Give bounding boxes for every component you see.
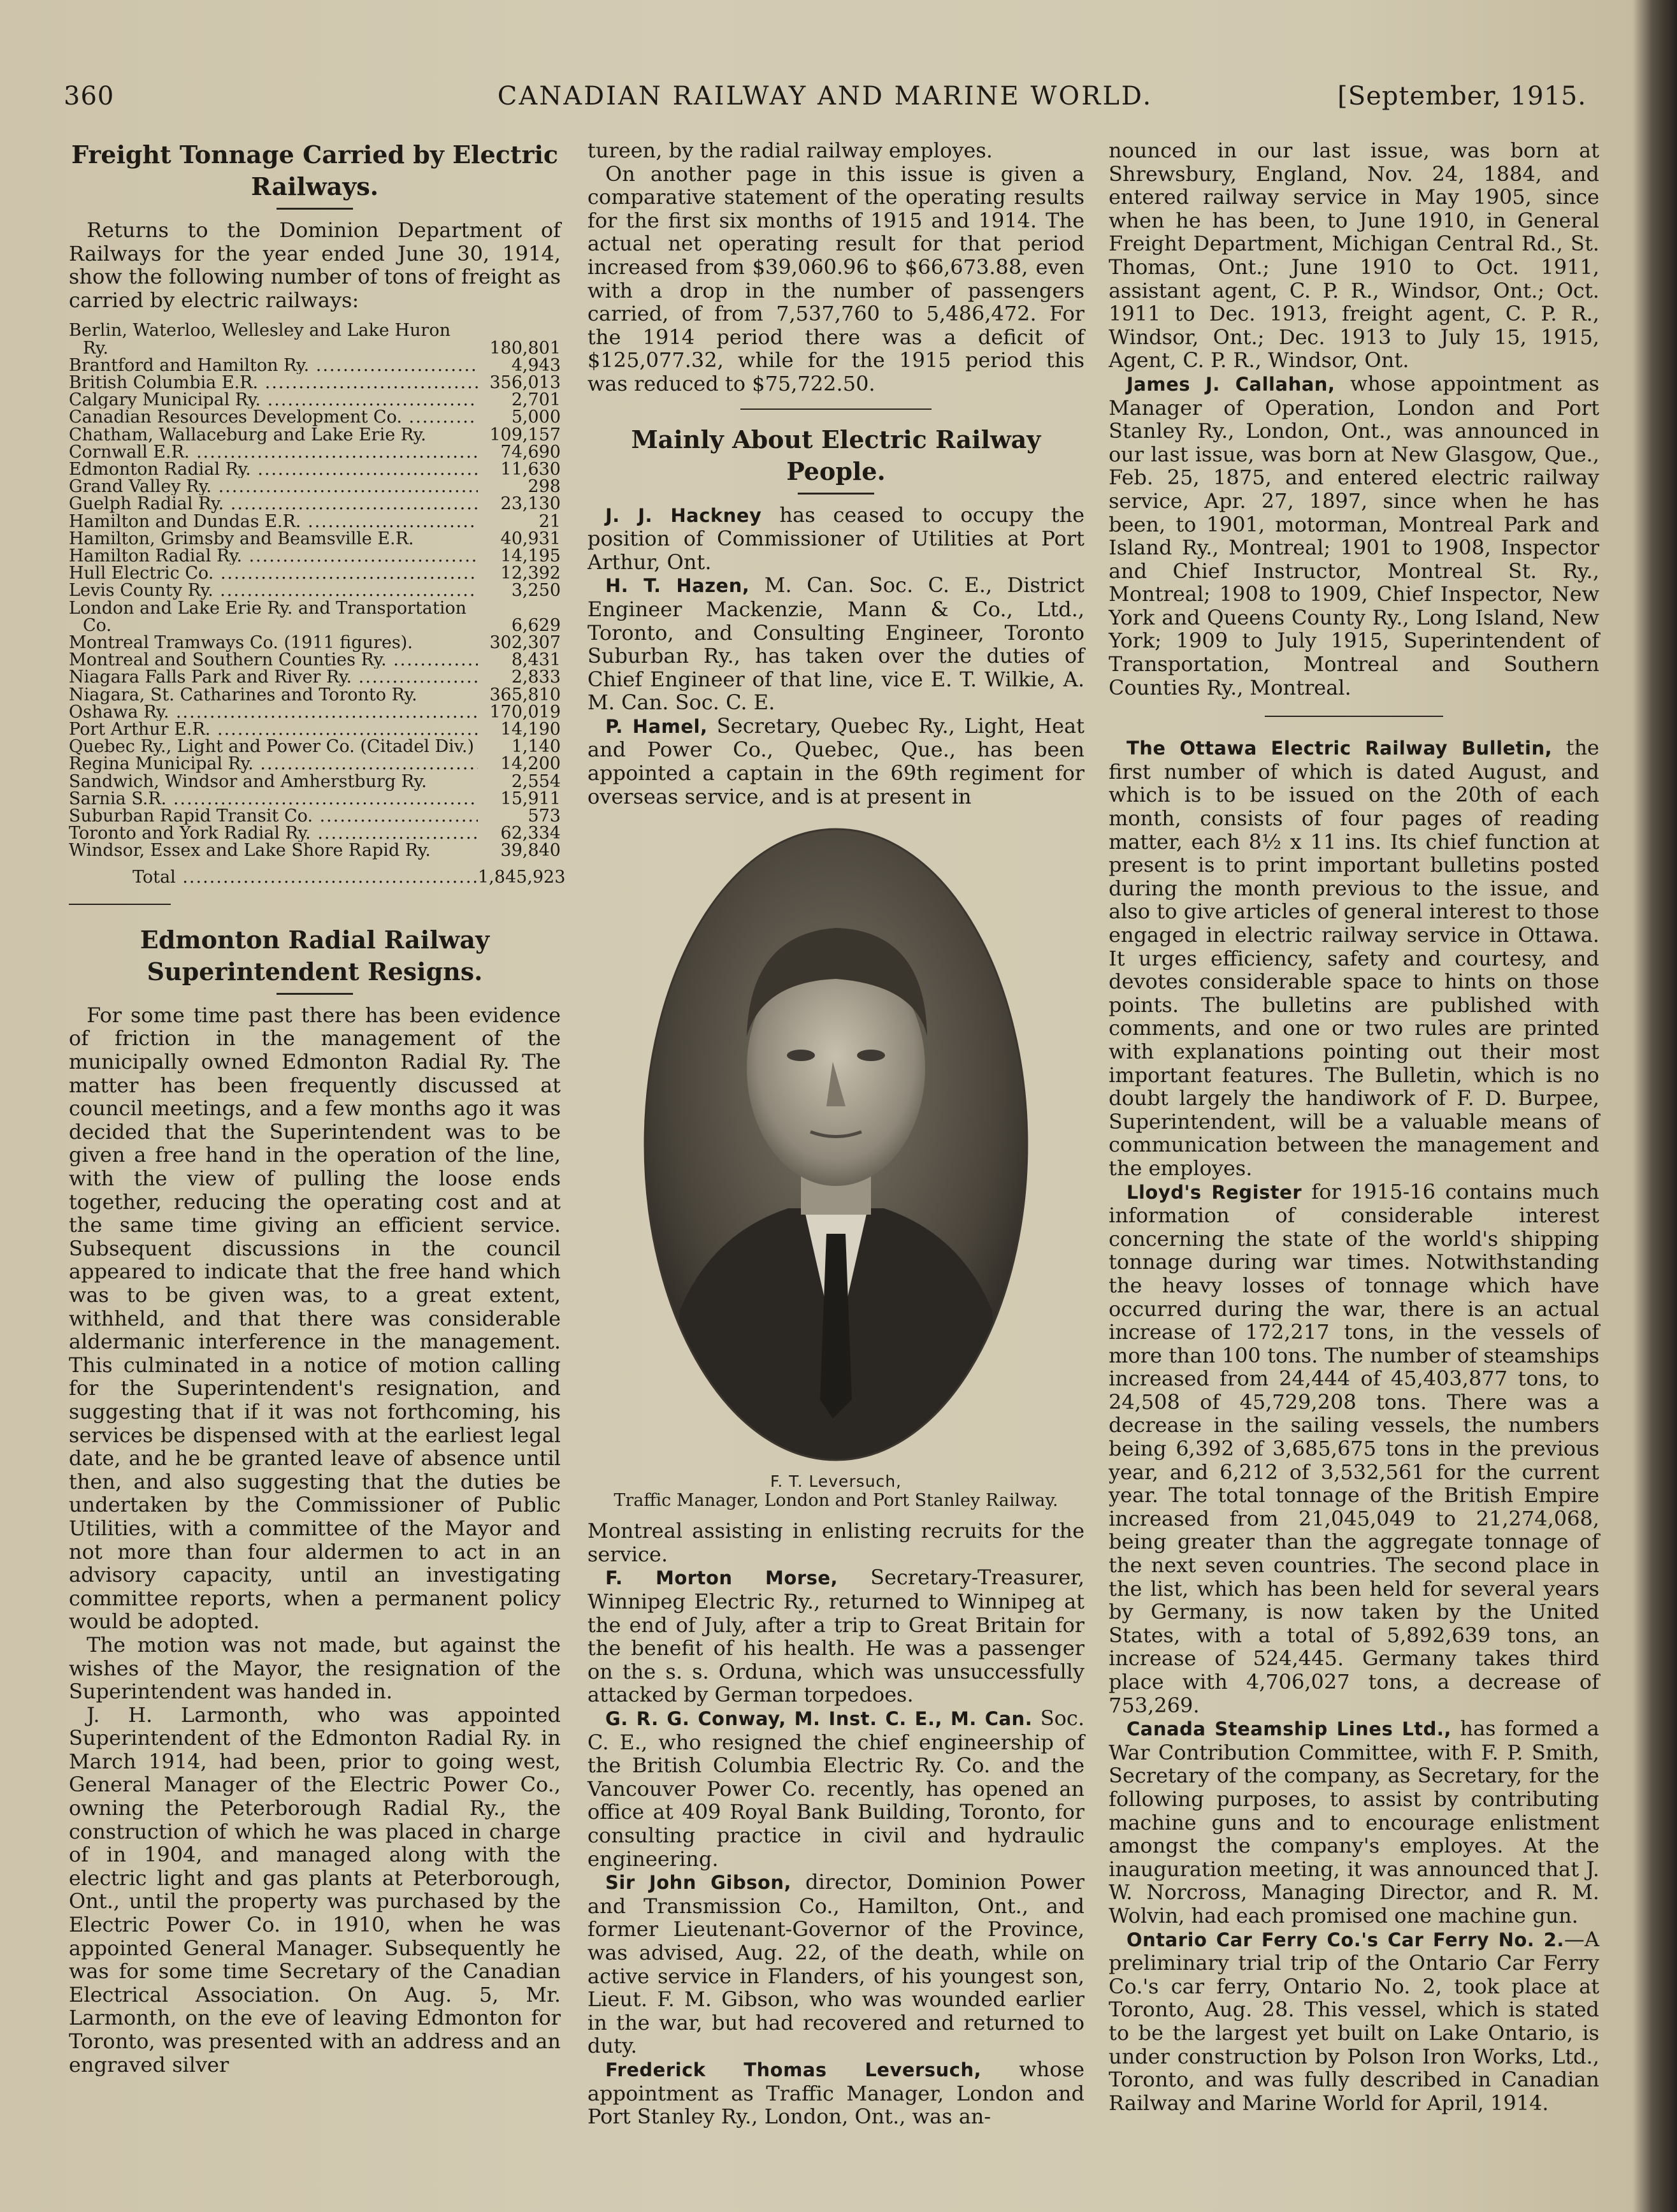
column-middle xyxy=(587,139,1084,2129)
railway-name: Oshawa Ry. ..... xyxy=(69,704,478,721)
table-row xyxy=(69,738,561,755)
people-items-bottom xyxy=(587,1566,1084,2128)
total-value: 1,845,923 xyxy=(478,867,566,887)
railway-name: Niagara, St. Catharines and Toronto Ry. xyxy=(69,684,417,705)
item-text: Soc. C. E., who resigned the chief engineership of the British Columbia Electric Ry. Co. and the Vancouver Power Co. recently, has opened an office at 409 Royal Bank Building, Toronto, for consulting practice in civil and hydraulic engineering. xyxy=(587,1706,1084,1871)
item-text: —A preliminary trial trip of the Ontario Car Ferry Co.'s car ferry, Ontario No. 2, took place at Toronto, Aug. 28. This vessel, which is stated to be the largest yet built on Lake Ontario, is under construction by Polson Iron Works, Ltd., Toronto, and was fully described in Canadian Railway and Marine World for April, 1914. xyxy=(1109,1926,1599,2115)
news-brief xyxy=(1109,736,1599,1180)
edmonton-paragraph-4: On another page in this issue is given a comparative statement of the operating results for the first six months of 1915 and 1914. The actual net operating result for that period increased from $39,060.96 to $66,673.88, even with a drop in the number of passengers carried, of from 7,537,760 to 5,486,472. For the 1914 period there was a deficit of $125,077.32, while for the 1915 period this was reduced to $75,722.50. xyxy=(587,161,1084,396)
railway-name: Niagara Falls Park and River Ry. ..... xyxy=(69,669,478,686)
table-row xyxy=(69,391,561,408)
railway-name: Edmonton Radial Ry. ..... xyxy=(69,461,478,478)
tonnage-value: 298 xyxy=(528,477,561,497)
freight-intro: Returns to the Dominion Department of Railways for the year ended June 30, 1914, show the following number of tons of freight as carried by electric railways: xyxy=(69,218,561,312)
railway-name: Hamilton, Grimsby and Beamsville E.R. xyxy=(69,528,414,549)
item-text: director, Dominion Power and Transmission Co., Hamilton, Ont., and former Lieutenant-Governor of the Province, was advised, Aug. 22, of the death, while on active service in Flanders, of his youngest son, Lieut. F. M. Gibson, who was wounded earlier in the war, but had recovered and returned to duty. xyxy=(587,1870,1084,2058)
railway-name: British Columbia E.R. ..... xyxy=(69,374,478,391)
total-label: Total ..... xyxy=(133,869,478,886)
table-row xyxy=(69,530,561,547)
item-name: P. Hamel, xyxy=(605,715,708,737)
table-row xyxy=(69,357,561,374)
section-rule xyxy=(740,408,932,410)
railway-name: Regina Municipal Ry. ..... xyxy=(69,755,478,772)
railway-name: Berlin, Waterloo, Wellesley and Lake Huron Ry. xyxy=(69,321,450,358)
issue-date: [September, 1915. xyxy=(1337,82,1587,111)
railway-name: Levis County Ry. ..... xyxy=(69,582,478,599)
tonnage-value: 170,019 xyxy=(489,702,561,722)
tonnage-value: 2,701 xyxy=(511,390,561,410)
freight-tonnage-table xyxy=(69,321,566,887)
railway-name: Hull Electric Co. ..... xyxy=(69,565,478,582)
table-row xyxy=(69,651,561,669)
tonnage-value: 109,157 xyxy=(489,424,561,445)
table-row xyxy=(69,374,561,391)
table-row xyxy=(69,461,561,478)
table-row xyxy=(69,478,561,495)
railway-name: Sarnia S.R. ..... xyxy=(69,790,478,807)
item-name: Ontario Car Ferry Co.'s Car Ferry No. 2. xyxy=(1126,1928,1564,1951)
tonnage-value: 11,630 xyxy=(500,459,561,479)
tonnage-value: 6,629 xyxy=(511,615,561,635)
railway-name: Windsor, Essex and Lake Shore Rapid Ry. xyxy=(69,841,431,861)
person-item xyxy=(587,503,1084,574)
table-row xyxy=(69,634,561,651)
person-text: whose appointment as Manager of Operation, London and Port Stanley Ry., London, Ont., was announced in our last issue, was born at New Glasgow, Que., Feb. 25, 1875, and entered electric railway service, Apr. 27, 1897, since when he has been, to 1901, motorman, Montreal Park and Island Ry., Montreal; 1901 to 1908, Inspector and Chief Instructor, Montreal St. Ry., Montreal; 1908 to 1909, Chief Inspector, New York and Queens County Ry., Long Island, New York; 1909 to July 1915, Superintendent of Transportation, Montreal and Southern Counties Ry., Montreal. xyxy=(1109,371,1600,700)
railway-name: Brantford and Hamilton Ry. ..... xyxy=(69,357,478,374)
person-item xyxy=(587,574,1084,714)
tonnage-value: 15,911 xyxy=(500,788,561,809)
edmonton-continuation: tureen, by the radial railway employes. xyxy=(587,138,993,163)
railway-name: Suburban Rapid Transit Co. ..... xyxy=(69,807,478,825)
tonnage-value: 14,195 xyxy=(500,546,561,567)
railway-name: Quebec Ry., Light and Power Co. (Citadel Div.) xyxy=(69,737,474,757)
railway-name: Toronto and York Radial Ry. ..... xyxy=(69,825,478,842)
tonnage-value: 14,200 xyxy=(500,754,561,774)
item-text: the first number of which is dated August, and which is to be issued on the 20th of each month, consists of four pages of reading matter, each 8½ x 11 ins. Its chief function at present is to print important bulletins posted during the month previous to the issue, and also to give articles of general interest to those engaged in electric railway service in Ottawa. It urges efficiency, safety and courtesy, and devotes considerable space to hints on those points. The bulletins are published with comments, and one or two rules are printed with explanations pointing out their most important features. The Bulletin, which is no doubt largely the handiwork of F. D. Burpee, Superintendent, will be a valuable means of communication between the management and the employes. xyxy=(1109,735,1599,1180)
person-item xyxy=(587,714,1084,808)
item-text: Secretary-Treasurer, Winnipeg Electric Ry., returned to Winnipeg at the end of July, after a trip to Great Britain for the benefit of his health. He was a passenger on the s. s. Orduna, which was unsuccessfully attacked by German torpedoes. xyxy=(587,1565,1084,1707)
heading-rule xyxy=(277,208,353,210)
caption-name: F. T. Leversuch, xyxy=(770,1472,902,1491)
table-row xyxy=(69,842,561,859)
tonnage-value: 23,130 xyxy=(500,494,561,514)
table-row xyxy=(69,686,561,704)
railway-name: Hamilton and Dundas E.R. ..... xyxy=(69,513,478,530)
railway-name: Chatham, Wallaceburg and Lake Erie Ry. xyxy=(69,424,426,445)
binding-shadow xyxy=(1632,0,1677,2212)
news-brief xyxy=(1109,1717,1599,1927)
tonnage-value: 180,801 xyxy=(489,338,561,358)
edmonton-paragraph-3: J. H. Larmonth, who was appointed Superintendent of the Edmonton Radial Ry. in March 1914, had been, prior to going west, General Manager of the Electric Power Co., owning the Peterborough Radial Ry., the construction of which he was placed in charge of in 1904, and managed along with the electric light and gas plants at Peterborough, Ont., until the property was purchased by the Electric Power Co. in 1910, when he was appointed General Manager. Subsequently he was for some time Secretary of the Canadian Electrical Association. On Aug. 5, Mr. Larmonth, on the eve of leaving Edmonton for Toronto, was presented with an address and an engraved silver xyxy=(69,1702,561,2077)
tonnage-value: 2,833 xyxy=(511,667,561,688)
table-row xyxy=(69,565,561,582)
news-brief xyxy=(1109,1928,1599,2115)
railway-name: Calgary Municipal Ry. ..... xyxy=(69,391,478,408)
page-number: 360 xyxy=(64,82,115,111)
tonnage-value: 3,250 xyxy=(511,581,561,601)
item-name: Sir John Gibson, xyxy=(605,1872,792,1894)
railway-name: Guelph Radial Ry. ..... xyxy=(69,495,478,512)
table-row xyxy=(69,513,561,530)
item-name: F. Morton Morse, xyxy=(605,1567,838,1589)
section-rule xyxy=(1265,716,1443,717)
person-item xyxy=(587,1707,1084,1870)
news-brief xyxy=(1109,1180,1599,1717)
person-item xyxy=(587,1566,1084,1707)
item-text: for 1915-16 contains much information of considerable interest concerning the state of the world's shipping tonnage during war times. Notwithstanding the heavy losses of tonnage which have occurred during the war, there is an actual increase of 172,217 tons, in the vessels of more than 100 tons. The number of steamships increased from 24,444 of 45,403,877 tons, to 24,508 of 45,729,208 tons. There was a decrease in the sailing vessels, the numbers being 6,392 of 3,685,675 tons in the previous year, and 6,212 of 3,532,561 for the current year. The total tonnage of the British Empire increased from 21,045,049 to 21,274,068, being greater than the aggregate tonnage of the next seven countries. The second place in the list, which has been held for several years by Germany, is now taken by the United States, with a total of 5,892,639 tons, an increase of 524,445. Germany takes third place with 4,706,027 tons, a decrease of 753,269. xyxy=(1109,1179,1599,1717)
table-row xyxy=(69,807,561,825)
table-row xyxy=(69,444,561,461)
railway-name: London and Lake Erie Ry. and Transportation Co. xyxy=(69,598,467,635)
table-row xyxy=(69,426,561,444)
portrait-caption xyxy=(587,1472,1084,1510)
item-text: Secretary, Quebec Ry., Light, Heat and Power Co., Quebec, Que., has been appointed a captain in the 69th regiment for overseas service, and is at present in xyxy=(587,713,1084,809)
railway-name: Montreal Tramways Co. (1911 figures). xyxy=(69,633,413,653)
news-briefs xyxy=(1109,736,1599,2114)
column-left xyxy=(69,139,566,2077)
people-heading: Mainly About Electric Railway People. xyxy=(631,424,1041,486)
person-name: James J. Callahan, xyxy=(1126,373,1335,395)
item-text: has formed a War Contribution Committee, with F. P. Smith, Secretary of the company, as Secretary, for the following purposes, to assist by contributing machine guns and to encourage enlistment amongst the company's employes. At the inauguration meeting, it was announced that J. W. Norcross, Managing Director, and R. M. Wolvin, had each promised one machine gun. xyxy=(1109,1716,1600,1928)
leversuch-continuation: nounced in our last issue, was born at Shrewsbury, England, Nov. 24, 1884, and entered railway service in May 1905, since when he has been, to June 1910, in General Freight Department, Michigan Central Rd., St. Thomas, Ont.; June 1910 to Oct. 1911, assistant agent, C. P. R., Windsor, Ont.; Oct. 1911 to Dec. 1913, freight agent, C. P. R., Windsor, Ont.; Dec. 1913 to July 15, 1915, Agent, C. P. R., Windsor, Ont. xyxy=(1109,138,1599,373)
tonnage-value: 5,000 xyxy=(511,407,561,428)
tonnage-value: 74,690 xyxy=(500,442,561,462)
tonnage-value: 39,840 xyxy=(500,841,561,861)
publication-title: CANADIAN RAILWAY AND MARINE WORLD. xyxy=(497,82,1153,111)
item-name: G. R. G. Conway, M. Inst. C. E., M. Can. xyxy=(605,1708,1033,1730)
railway-name: Canadian Resources Development Co. ..... xyxy=(69,408,478,426)
column-right xyxy=(1109,139,1599,2114)
callahan-item xyxy=(1109,372,1599,699)
tonnage-value: 573 xyxy=(528,806,561,827)
portrait-photo xyxy=(642,826,1030,1463)
person-item xyxy=(587,1870,1084,2058)
heading-rule xyxy=(277,993,353,995)
table-row xyxy=(69,495,561,512)
item-name: Canada Steamship Lines Ltd., xyxy=(1126,1718,1451,1740)
tonnage-value: 302,307 xyxy=(489,633,561,653)
table-row xyxy=(69,755,561,772)
tonnage-value: 21 xyxy=(538,511,561,531)
railway-name: Port Arthur E.R. ..... xyxy=(69,721,478,738)
tonnage-value: 365,810 xyxy=(489,684,561,705)
table-row xyxy=(69,825,561,842)
railway-name: Grand Valley Ry. ..... xyxy=(69,478,478,495)
item-name: Frederick Thomas Leversuch, xyxy=(605,2058,982,2081)
railway-name: Hamilton Radial Ry. ..... xyxy=(69,547,478,565)
hamel-continuation: Montreal assisting in enlisting recruits for the service. xyxy=(587,1519,1084,1566)
edmonton-paragraph-1: For some time past there has been evidence of friction in the management of the municipally owned Edmonton Radial Ry. The matter has been frequently discussed at council meetings, and a few months ago it was decided that the Superintendent was to be given a free hand in the operation of the line, with the view of pulling the loose ends together, reducing the operating cost and at the same time giving an efficient service. Subsequent discussions in the council appeared to indicate that the free hand which was to be given was, to a great extent, withheld, and that there was considerable aldermanic interference in the management. This culminated in a notice of motion calling for the Superintendent's resignation, and suggesting that if it was not forthcoming, his services be dispensed with at the earliest legal date, and he be granted leave of absence until then, and also suggesting that the duties be undertaken by the Commissioner of Public Utilities, with a committee of the Mayor and not more than four aldermen to act in an advisory capacity, until an investigating committee reports, when a permanent policy would be adopted. xyxy=(69,1002,561,1634)
edmonton-paragraph-2: The motion was not made, but against the wishes of the Mayor, the resignation of the Superintendent was handed in. xyxy=(69,1632,561,1704)
tonnage-value: 14,190 xyxy=(500,719,561,740)
section-rule xyxy=(69,904,171,905)
table-row xyxy=(69,721,561,738)
item-name: The Ottawa Electric Railway Bulletin, xyxy=(1126,737,1553,760)
table-row xyxy=(69,600,561,634)
table-row xyxy=(69,773,561,790)
tonnage-value: 4,943 xyxy=(511,355,561,375)
item-text: M. Can. Soc. C. E., District Engineer Mackenzie, Mann & Co., Ltd., Toronto, and Consulting Engineer, Toronto Suburban Ry., has taken over the duties of Chief Engineer of that line, vice E. T. Wilkie, A. M. Can. Soc. C. E. xyxy=(587,573,1084,715)
freight-heading: Freight Tonnage Carried by Electric Railways. xyxy=(71,140,559,201)
table-row xyxy=(69,408,561,426)
page-header xyxy=(64,82,1587,120)
tonnage-value: 1,140 xyxy=(511,737,561,757)
tonnage-value: 12,392 xyxy=(500,563,561,584)
caption-role: Traffic Manager, London and Port Stanley Railway. xyxy=(614,1491,1058,1511)
item-name: H. T. Hazen, xyxy=(605,575,750,597)
portrait-figure xyxy=(587,826,1084,1463)
table-total-row xyxy=(69,867,566,887)
people-items-top xyxy=(587,503,1084,809)
railway-name: Cornwall E.R. ..... xyxy=(69,444,478,461)
railway-name: Montreal and Southern Counties Ry. ..... xyxy=(69,651,478,669)
item-name: Lloyd's Register xyxy=(1126,1181,1302,1203)
table-row xyxy=(69,582,561,599)
edmonton-heading: Edmonton Radial Railway Superintendent Resigns. xyxy=(140,925,490,986)
item-name: J. J. Hackney xyxy=(605,504,762,526)
item-text: has ceased to occupy the position of Commissioner of Utilities at Port Arthur, Ont. xyxy=(587,502,1085,574)
item-text: whose appointment as Traffic Manager, London and Port Stanley Ry., London, Ont., was an- xyxy=(587,2057,1085,2129)
table-row xyxy=(69,322,561,356)
railway-name: Sandwich, Windsor and Amherstburg Ry. xyxy=(69,771,427,792)
table-row xyxy=(69,704,561,721)
table-row xyxy=(69,547,561,565)
heading-rule xyxy=(798,493,874,495)
tonnage-value: 2,554 xyxy=(511,771,561,792)
tonnage-value: 40,931 xyxy=(500,528,561,549)
table-row xyxy=(69,669,561,686)
tonnage-value: 8,431 xyxy=(511,650,561,670)
person-item xyxy=(587,2058,1084,2129)
tonnage-value: 356,013 xyxy=(489,372,561,393)
table-row xyxy=(69,790,561,807)
tonnage-value: 62,334 xyxy=(500,823,561,844)
